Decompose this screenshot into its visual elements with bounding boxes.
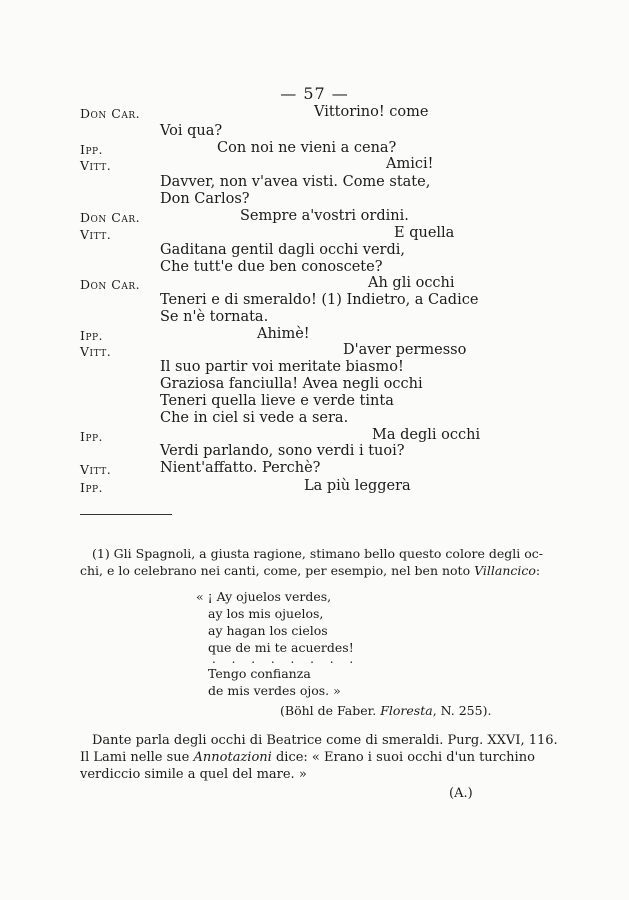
- verse-line: Graziosa fanciulla! Avea negli occhi: [160, 376, 423, 392]
- note-line: Dante parla degli occhi di Beatrice come di smeraldi. Purg. XXVI, 116.: [92, 733, 558, 748]
- footnote-line: [80, 563, 540, 578]
- verse-line: Ahimè!: [257, 326, 310, 342]
- poem-line: que de mi te acuerdes!: [208, 640, 354, 655]
- verse-line: Vittorino! come: [314, 104, 429, 120]
- poem-line: ay hagan los cielos: [208, 623, 328, 638]
- verse-line: Verdi parlando, sono verdi i tuoi?: [160, 443, 405, 459]
- speaker-label: Vitt.: [80, 344, 112, 359]
- verse-line: Ma degli occhi: [372, 427, 481, 443]
- speaker-label: Don Car.: [80, 106, 141, 121]
- verse-line: Il suo partir voi meritate biasmo!: [160, 359, 404, 375]
- verse-line: Teneri e di smeraldo! (1) Indietro, a Cadice: [160, 292, 479, 308]
- footnote-text: :: [535, 563, 541, 578]
- speaker-label: Ipp.: [80, 142, 104, 157]
- poem-line: ay los mis ojuelos,: [208, 606, 324, 621]
- footnote-text: chi, e lo celebrano nei canti, come, per esempio, nel ben noto: [80, 563, 475, 578]
- citation-rest: , N. 255).: [432, 703, 492, 718]
- verse-line: Don Carlos?: [160, 191, 250, 207]
- note-line: [80, 750, 535, 765]
- footnote-title: Villancico: [474, 563, 536, 578]
- poem-line: de mis verdes ojos. »: [208, 683, 341, 698]
- citation-title: Floresta: [380, 703, 433, 718]
- verse-line: D'aver permesso: [343, 342, 467, 358]
- verse-line: Se n'è tornata.: [160, 309, 269, 325]
- speaker-label: Don Car.: [80, 277, 141, 292]
- citation-author: (Böhl de Faber.: [280, 703, 381, 718]
- verse-line: Davver, non v'avea visti. Come state,: [160, 174, 431, 190]
- speaker-label: Don Car.: [80, 210, 141, 225]
- poem-ellipsis: . . . . . . . .: [212, 652, 360, 666]
- poem-line: Tengo confianza: [208, 666, 311, 681]
- verse-line: Che in ciel si vede a sera.: [160, 410, 349, 426]
- verse-line: Con noi ne vieni a cena?: [217, 140, 397, 156]
- speaker-label: Ipp.: [80, 328, 104, 343]
- speaker-label: Vitt.: [80, 158, 112, 173]
- verse-line: Teneri quella lieve e verde tinta: [160, 393, 394, 409]
- footnote-line: (1) Gli Spagnoli, a giusta ragione, stimano bello questo colore degli oc-: [92, 546, 543, 561]
- verse-line: Che tutt'e due ben conoscete?: [160, 259, 383, 275]
- note-signature: (A.): [449, 786, 473, 801]
- verse-line: Gaditana gentil dagli occhi verdi,: [160, 242, 406, 258]
- speaker-label: Vitt.: [80, 227, 112, 242]
- page-number: — 57 —: [280, 84, 349, 103]
- speaker-label: Vitt.: [80, 462, 112, 477]
- footnote-rule: [80, 514, 172, 515]
- verse-line: Amici!: [386, 156, 434, 172]
- verse-line: Voi qua?: [160, 123, 223, 139]
- verse-line: Ah gli occhi: [368, 275, 455, 291]
- poem-line: « ¡ Ay ojuelos verdes,: [196, 589, 332, 604]
- note-text: dice: « Erano i suoi occhi d'un turchino: [271, 750, 535, 765]
- speaker-label: Ipp.: [80, 480, 104, 495]
- note-title: Annotazioni: [193, 750, 272, 765]
- verse-line: E quella: [394, 225, 455, 241]
- note-text: Il Lami nelle sue: [80, 750, 194, 765]
- verse-line: Sempre a'vostri ordini.: [240, 208, 409, 224]
- speaker-label: Ipp.: [80, 429, 104, 444]
- footnote-citation: [280, 703, 491, 718]
- note-line: verdiccio simile a quel del mare. »: [80, 767, 307, 782]
- verse-line: La più leggera: [304, 478, 411, 494]
- verse-line: Nient'affatto. Perchè?: [160, 460, 321, 476]
